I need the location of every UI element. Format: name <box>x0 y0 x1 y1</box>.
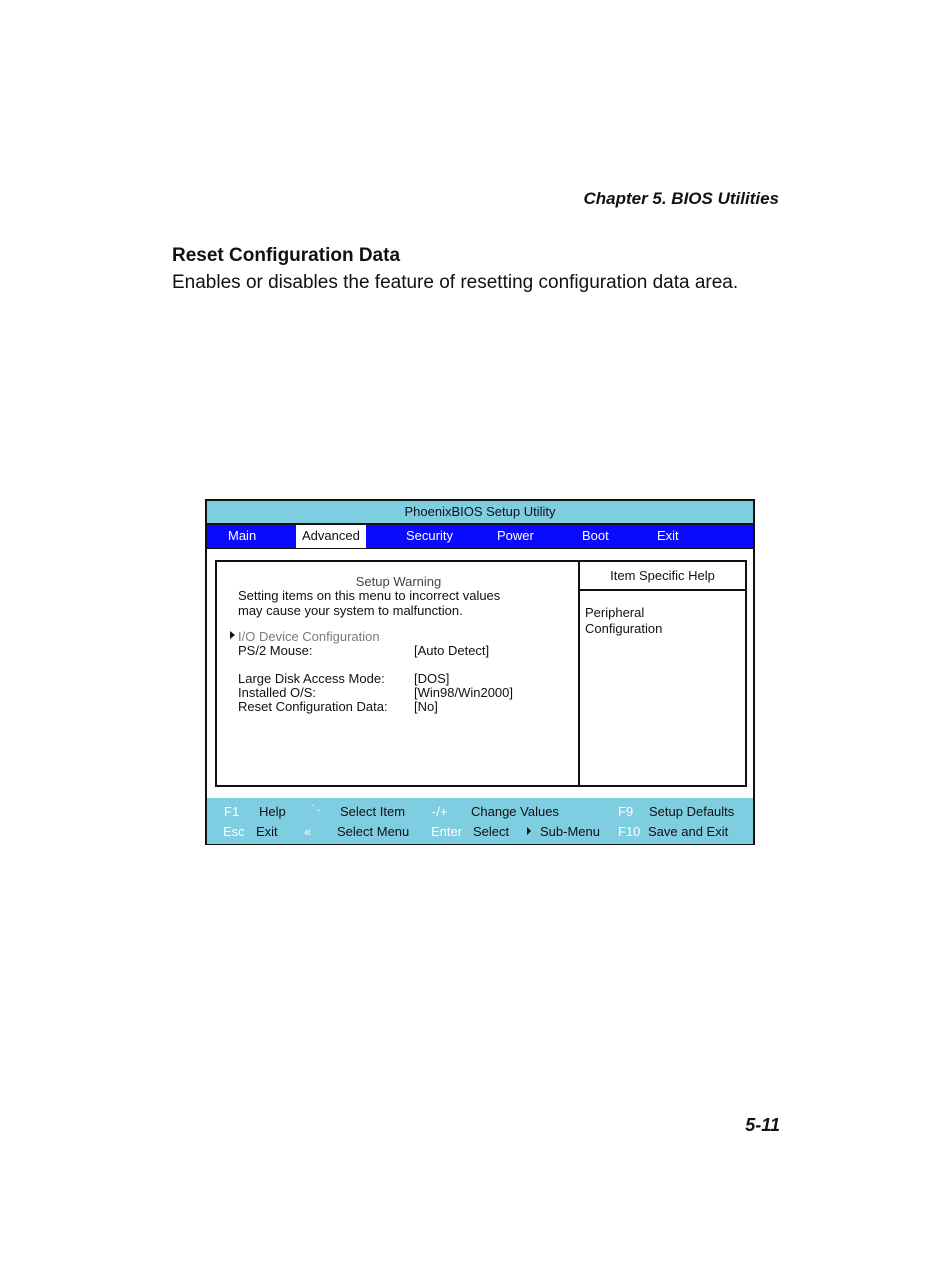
warning-line-2: may cause your system to malfunction. <box>238 603 463 618</box>
key-f1-desc: Help <box>259 804 286 819</box>
key-minus-plus-desc: Change Values <box>471 804 559 819</box>
menu-tab-boot[interactable]: Boot <box>582 528 609 543</box>
submenu-arrow-icon <box>230 631 235 639</box>
setting-value[interactable]: [No] <box>414 699 438 714</box>
key-enter-desc: Select <box>473 824 510 839</box>
key-f9-desc: Setup Defaults <box>649 804 735 819</box>
help-line-1: Peripheral <box>585 605 645 620</box>
key-esc-desc: Exit <box>256 824 278 839</box>
key-updown-desc: Select Item <box>340 804 406 819</box>
help-text <box>585 605 735 637</box>
bios-screenshot <box>205 499 755 845</box>
key-leftright-arrows: « <box>304 824 312 839</box>
key-enter: Enter <box>431 824 463 839</box>
menu-tab-main[interactable]: Main <box>228 528 257 543</box>
chapter-heading: Chapter 5. BIOS Utilities <box>583 189 779 208</box>
menu-tab-advanced[interactable]: Advanced <box>296 525 366 548</box>
setting-value[interactable]: [DOS] <box>414 671 450 686</box>
bios-title-bar: PhoenixBIOS Setup Utility <box>207 501 753 525</box>
key-f10: F10 <box>618 824 641 839</box>
key-f10-desc: Save and Exit <box>648 824 729 839</box>
setting-value[interactable]: [Auto Detect] <box>414 643 490 658</box>
key-minus-plus: -/+ <box>432 804 448 819</box>
item-specific-help-panel <box>578 560 747 787</box>
menu-tab-exit[interactable]: Exit <box>657 528 679 543</box>
section-title: Reset Configuration Data <box>172 245 401 266</box>
setting-label: PS/2 Mouse: <box>238 643 313 658</box>
key-f9: F9 <box>618 804 634 819</box>
help-line-2: Configuration <box>585 621 663 636</box>
page-number: 5-11 <box>745 1115 780 1135</box>
menu-tab-power[interactable]: Power <box>497 528 534 543</box>
help-header: Item Specific Help <box>580 562 745 591</box>
setting-value[interactable]: [Win98/Win2000] <box>414 685 513 700</box>
settings-panel <box>215 560 578 787</box>
setting-row-large-disk-access-mode[interactable] <box>238 672 449 686</box>
setting-row-ps2-mouse[interactable] <box>238 644 489 658</box>
setup-warning-title: Setup Warning <box>355 574 442 589</box>
setup-warning-text <box>238 588 538 618</box>
setting-label: Reset Configuration Data: <box>238 699 388 714</box>
key-leftright-desc: Select Menu <box>337 824 410 839</box>
bios-menu-bar <box>207 525 753 549</box>
bios-key-legend <box>207 798 753 844</box>
key-f1: F1 <box>224 804 240 819</box>
submenu-arrow-icon <box>527 827 531 835</box>
key-updown-arrows: ˉ ˗ <box>311 804 321 815</box>
menu-tab-security[interactable]: Security <box>406 528 453 543</box>
setting-label: Large Disk Access Mode: <box>238 671 385 686</box>
setting-label: Installed O/S: <box>238 685 317 700</box>
key-submenu-desc: Sub-Menu <box>540 824 600 839</box>
setting-row-installed-os[interactable] <box>238 686 513 700</box>
key-esc: Esc <box>223 824 245 839</box>
warning-line-1: Setting items on this menu to incorrect values <box>238 588 501 603</box>
submenu-io-device-configuration[interactable]: I/O Device Configuration <box>238 629 380 644</box>
setting-row-reset-configuration-data[interactable] <box>238 700 438 714</box>
section-description: Enables or disables the feature of resetting configuration data area. <box>172 272 739 293</box>
